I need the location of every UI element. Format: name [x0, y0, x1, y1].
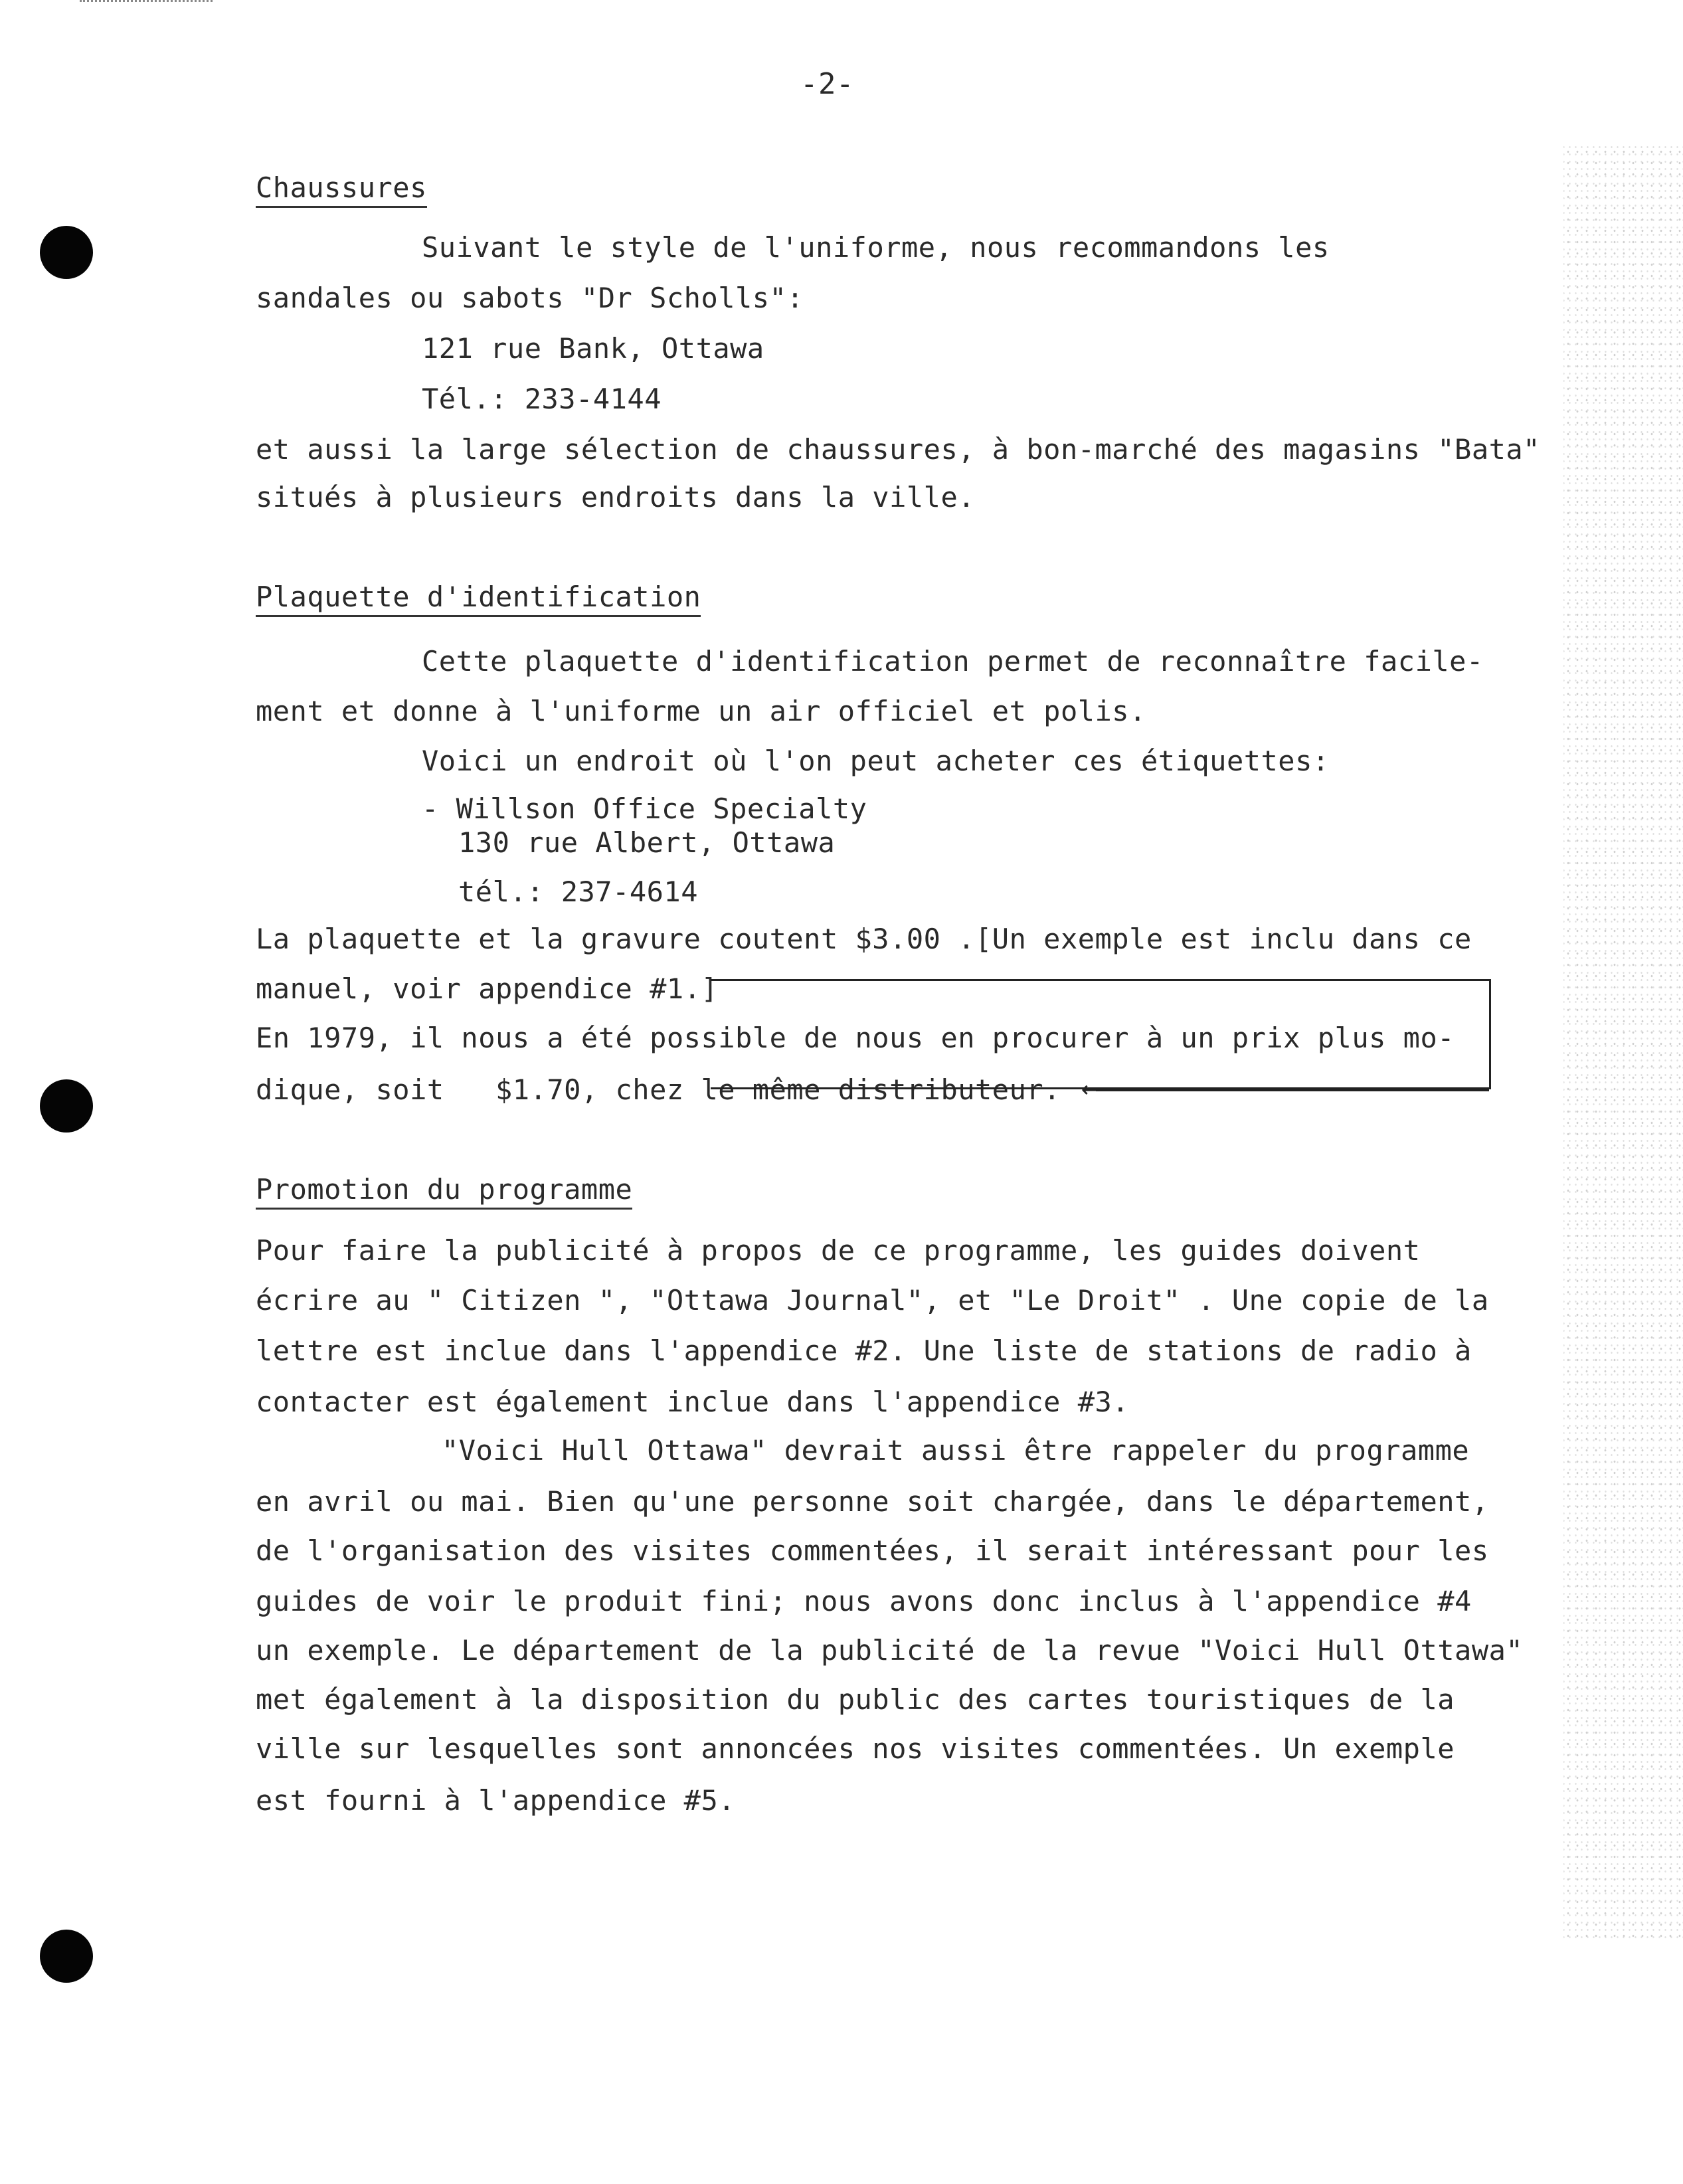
promotion-line-9: un exemple. Le département de la publicité de la revue "Voici Hull Ottawa": [256, 1634, 1524, 1667]
binder-hole-top: [40, 226, 93, 279]
heading-promotion: Promotion du programme: [256, 1176, 632, 1210]
plaquette-line-3: Voici un endroit où l'on peut acheter ces étiquettes:: [422, 745, 1330, 777]
plaquette-line-1: Cette plaquette d'identification permet de reconnaître facile-: [422, 645, 1484, 678]
promotion-line-1: Pour faire la publicité à propos de ce programme, les guides doivent: [256, 1234, 1421, 1267]
binder-hole-middle: [40, 1079, 93, 1133]
page-number: -2-: [800, 67, 854, 101]
plaquette-line-2: ment et donne à l'uniforme un air officiel et polis.: [256, 695, 1146, 727]
chaussures-line-6: situés à plusieurs endroits dans la ville.: [256, 481, 976, 513]
promotion-line-6: en avril ou mai. Bien qu'une personne soit chargée, dans le département,: [256, 1485, 1489, 1518]
binder-hole-bottom: [40, 1930, 93, 1983]
promotion-line-7: de l'organisation des visites commentées, il serait intéressant pour les: [256, 1534, 1489, 1567]
chaussures-phone: Tél.: 233-4144: [422, 383, 662, 415]
annotation-arrow-line: [1096, 1089, 1489, 1091]
heading-chaussures: Chaussures: [256, 174, 427, 208]
scan-noise: [1563, 146, 1683, 1940]
annotation-bracket: [711, 979, 1491, 1089]
chaussures-line-2: sandales ou sabots "Dr Scholls":: [256, 282, 804, 314]
promotion-line-10: met également à la disposition du public des cartes touristiques de la: [256, 1683, 1455, 1716]
promotion-line-8: guides de voir le produit fini; nous avons donc inclus à l'appendice #4: [256, 1585, 1472, 1617]
promotion-line-5: "Voici Hull Ottawa" devrait aussi être rappeler du programme: [442, 1434, 1470, 1467]
chaussures-address: 121 rue Bank, Ottawa: [422, 332, 764, 365]
supplier-phone: tél.: 237-4614: [458, 875, 699, 908]
plaquette-price-line: La plaquette et la gravure coutent $3.00 .[Un exemple est inclu dans ce: [256, 923, 1472, 955]
plaquette-appendix-line: manuel, voir appendice #1.]: [256, 972, 719, 1005]
chaussures-line-1: Suivant le style de l'uniforme, nous recommandons les: [422, 231, 1330, 264]
promotion-line-2: écrire au " Citizen ", "Ottawa Journal", et "Le Droit" . Une copie de la: [256, 1284, 1489, 1317]
supplier-address: 130 rue Albert, Ottawa: [458, 826, 836, 859]
chaussures-line-5: et aussi la large sélection de chaussures, à bon-marché des magasins "Bata": [256, 433, 1540, 466]
plaquette-price-1979-line: dique, soit $1.70, chez le même distributeur.: [256, 1073, 1061, 1106]
supplier-name: - Willson Office Specialty: [422, 792, 867, 825]
scan-edge-artifact: [80, 0, 213, 5]
arrow-left-icon: ←: [1081, 1071, 1099, 1105]
heading-plaquette: Plaquette d'identification: [256, 583, 701, 617]
promotion-line-12: est fourni à l'appendice #5.: [256, 1784, 736, 1817]
promotion-line-3: lettre est inclue dans l'appendice #2. Une liste de stations de radio à: [256, 1334, 1472, 1367]
plaquette-1979-line: En 1979, il nous a été possible de nous en procurer à un prix plus mo-: [256, 1022, 1455, 1054]
promotion-line-11: ville sur lesquelles sont annoncées nos visites commentées. Un exemple: [256, 1732, 1455, 1765]
promotion-line-4: contacter est également inclue dans l'appendice #3.: [256, 1386, 1130, 1418]
